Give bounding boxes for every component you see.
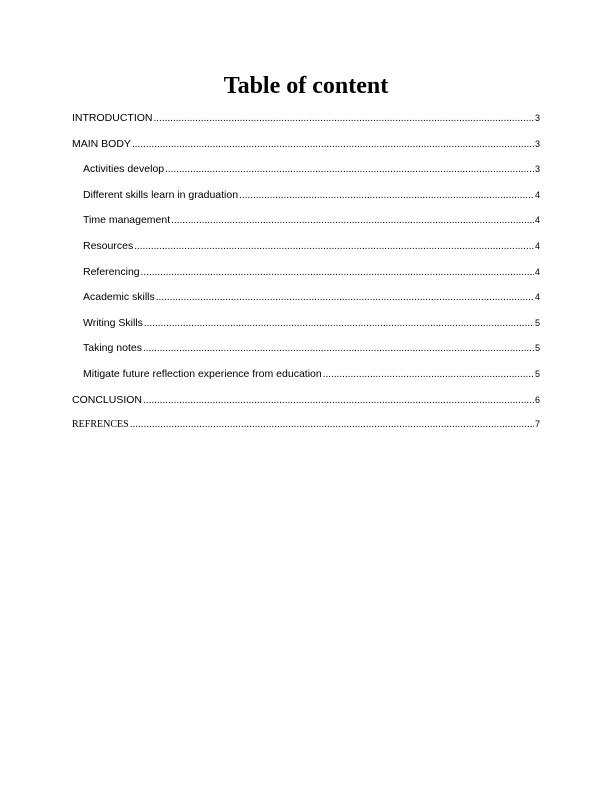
toc-entry-label: Resources [83, 239, 134, 252]
toc-entry-label: Taking notes [83, 342, 142, 355]
dot-leader [143, 395, 534, 406]
toc-entry-time-management[interactable] [72, 214, 540, 240]
toc-page-number: 4 [534, 240, 540, 251]
toc-page-number: 3 [534, 113, 540, 123]
toc-entry-refrences[interactable] [72, 419, 540, 445]
toc-entry-label: Referencing [83, 265, 140, 278]
dot-leader [143, 343, 534, 354]
toc-page-number: 6 [534, 394, 540, 405]
toc-entry-referencing[interactable] [72, 266, 540, 292]
dot-leader [130, 419, 534, 430]
toc-entry-introduction[interactable] [72, 112, 540, 138]
dot-leader [141, 267, 534, 278]
toc-entry-label: Different skills learn in graduation [83, 188, 239, 201]
toc-page-number: 5 [534, 368, 540, 379]
dot-leader [165, 164, 534, 175]
toc-entry-conclusion[interactable] [72, 394, 540, 420]
toc-entry-label: Mitigate future reflection experience from education [83, 367, 322, 380]
toc-entry-taking-notes[interactable] [72, 342, 540, 368]
toc-page-number: 3 [534, 164, 540, 175]
toc-entry-label: REFRENCES [72, 419, 129, 431]
dot-leader [154, 113, 534, 124]
dot-leader [239, 190, 534, 201]
toc-entry-main-body[interactable] [72, 138, 540, 164]
dot-leader [134, 241, 534, 252]
toc-page-number: 5 [534, 343, 540, 354]
toc-entry-label: Activities develop [83, 163, 165, 176]
page-title: Table of content [223, 73, 389, 99]
toc-page-number: 7 [534, 419, 540, 430]
toc-entry-label: Writing Skills [83, 316, 143, 329]
table-of-contents [72, 112, 540, 445]
toc-page-number: 4 [534, 215, 540, 226]
toc-page-number: 4 [534, 266, 540, 277]
toc-entry-label: INTRODUCTION [72, 112, 153, 124]
toc-entry-activities-develop[interactable] [72, 163, 540, 189]
dot-leader [171, 215, 534, 226]
toc-page-number: 4 [534, 189, 540, 200]
toc-entry-writing-skills[interactable] [72, 317, 540, 343]
toc-entry-label: MAIN BODY [72, 137, 131, 150]
toc-entry-label: Academic skills [83, 291, 155, 304]
toc-page-number: 4 [534, 292, 540, 303]
toc-entry-different-skills[interactable] [72, 189, 540, 215]
toc-entry-resources[interactable] [72, 240, 540, 266]
toc-entry-mitigate-future[interactable] [72, 368, 540, 394]
toc-entry-academic-skills[interactable] [72, 291, 540, 317]
dot-leader [132, 139, 534, 150]
toc-entry-label: Time management [83, 214, 171, 227]
toc-page-number: 5 [534, 317, 540, 328]
toc-entry-label: CONCLUSION [72, 393, 143, 406]
dot-leader [144, 318, 534, 329]
toc-page-number: 3 [534, 138, 540, 149]
dot-leader [156, 292, 534, 303]
dot-leader [323, 369, 534, 380]
